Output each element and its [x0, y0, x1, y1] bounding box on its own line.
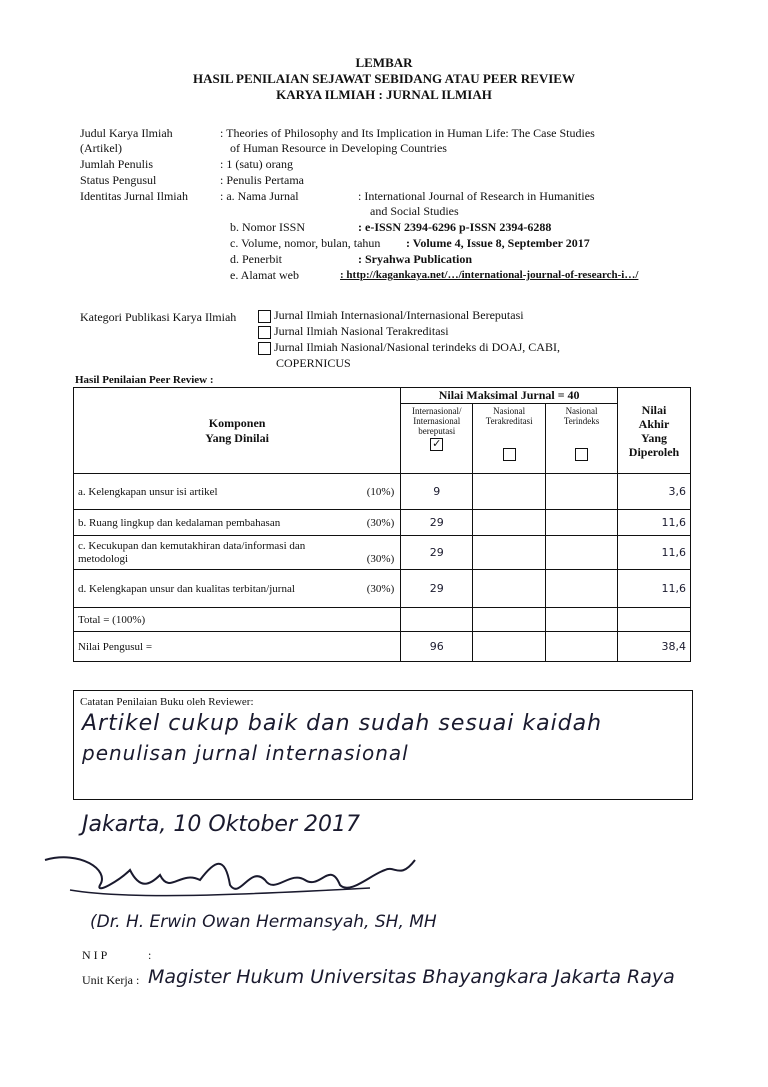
volume-label: c. Volume, nomor, bulan, tahun: [230, 236, 381, 250]
status-label: Status Pengusul: [80, 173, 157, 187]
table-row: [74, 510, 691, 536]
table-row: [74, 608, 691, 632]
table-row: [74, 570, 691, 608]
checkbox-col-internasional[interactable]: ✓: [432, 438, 442, 450]
judul-label: Judul Karya Ilmiah: [80, 126, 173, 140]
nama-jurnal-value-2: and Social Studies: [370, 204, 459, 218]
notes-line-2: penulisan jurnal internasional: [82, 741, 409, 765]
pengusul-score: 96: [401, 632, 473, 662]
unit-label: Unit Kerja :: [82, 973, 140, 987]
penerbit-label: d. Penerbit: [230, 252, 282, 266]
checkbox-nasional-terindeks[interactable]: [258, 342, 271, 355]
jumlah-value: : 1 (satu) orang: [220, 157, 293, 171]
signer-name: (Dr. H. Erwin Owan Hermansyah, SH, MH: [90, 912, 437, 932]
kategori-opt3-1: Jurnal Ilmiah Nasional/Nasional terindeks di DOAJ, CABI,: [274, 340, 560, 354]
penerbit-value: : Sryahwa Publication: [358, 252, 473, 266]
row-b-final: 11,6: [618, 510, 691, 536]
identitas-label: Identitas Jurnal Ilmiah: [80, 189, 188, 203]
row-a-final: 3,6: [618, 474, 691, 510]
komponen-header: Komponen Yang Dinilai: [74, 388, 401, 474]
status-value: : Penulis Pertama: [220, 173, 304, 187]
kategori-label: Kategori Publikasi Karya Ilmiah: [80, 310, 237, 324]
checkbox-col-terindeks[interactable]: [575, 448, 588, 461]
nilai-max-header: Nilai Maksimal Jurnal = 40: [401, 388, 618, 404]
review-heading: Hasil Penilaian Peer Review :: [75, 374, 214, 386]
issn-label: b. Nomor ISSN: [230, 220, 306, 234]
row-a-score: 9: [401, 474, 473, 510]
unit-value: Magister Hukum Universitas Bhayangkara Jakarta Raya: [148, 966, 675, 988]
notes-box: [73, 690, 693, 800]
col-internasional: Internasional/ Internasional bereputasi ✓: [401, 404, 473, 474]
notes-label: Catatan Penilaian Buku oleh Reviewer:: [80, 696, 254, 708]
signature-date: Jakarta, 10 Oktober 2017: [82, 812, 360, 837]
checkbox-internasional[interactable]: [258, 310, 271, 323]
nip-value: :: [148, 948, 152, 962]
col-terindeks: Nasional Terindeks: [546, 404, 618, 474]
pengusul-label: Nilai Pengusul =: [74, 632, 401, 662]
table-row: [74, 536, 691, 570]
review-table: [73, 387, 691, 662]
signature-image: [40, 840, 440, 910]
pengusul-final: 38,4: [618, 632, 691, 662]
judul-value-2: of Human Resource in Developing Countries: [230, 141, 447, 155]
web-label: e. Alamat web: [230, 268, 299, 282]
row-b-label: b. Ruang lingkup dan kedalaman pembahasan (30%): [74, 510, 401, 536]
row-c-label: c. Kecukupan dan kemutakhiran data/informasi dan metodologi (30%): [74, 536, 401, 570]
nama-jurnal-label: : a. Nama Jurnal: [220, 189, 299, 203]
kategori-opt2: Jurnal Ilmiah Nasional Terakreditasi: [274, 324, 449, 338]
doc-title-1: LEMBAR: [355, 55, 413, 70]
row-a-label: a. Kelengkapan unsur isi artikel (10%): [74, 474, 401, 510]
web-value[interactable]: : http://kagankaya.net/…/international-journal-of-research-i…/: [340, 269, 639, 281]
table-row: [74, 474, 691, 510]
issn-value: : e-ISSN 2394-6296 p-ISSN 2394-6288: [358, 220, 552, 234]
judul-value-1: : Theories of Philosophy and Its Implication in Human Life: The Case Studies: [220, 126, 595, 140]
nama-jurnal-value-1: : International Journal of Research in Humanities: [358, 189, 595, 203]
checkbox-col-nasional[interactable]: [503, 448, 516, 461]
row-c-final: 11,6: [618, 536, 691, 570]
doc-title-3: KARYA ILMIAH : JURNAL ILMIAH: [276, 87, 492, 102]
row-d-score: 29: [401, 570, 473, 608]
total-label: Total = (100%): [74, 608, 401, 632]
doc-title-2: HASIL PENILAIAN SEJAWAT SEBIDANG ATAU PEER REVIEW: [193, 71, 575, 86]
row-c-score: 29: [401, 536, 473, 570]
table-row: [74, 632, 691, 662]
volume-value: : Volume 4, Issue 8, September 2017: [406, 236, 590, 250]
notes-line-1: Artikel cukup baik dan sudah sesuai kaidah: [82, 711, 603, 736]
col-nasional: Nasional Terakreditasi: [473, 404, 546, 474]
kategori-opt3-2: COPERNICUS: [276, 356, 351, 370]
nilai-akhir-header: Nilai Akhir Yang Diperoleh: [618, 388, 691, 474]
kategori-opt1: Jurnal Ilmiah Internasional/Internasional Bereputasi: [274, 308, 524, 322]
nip-label: N I P: [82, 948, 108, 962]
row-d-final: 11,6: [618, 570, 691, 608]
row-d-label: d. Kelengkapan unsur dan kualitas terbitan/jurnal (30%): [74, 570, 401, 608]
checkbox-nasional-terakreditasi[interactable]: [258, 326, 271, 339]
jumlah-label: Jumlah Penulis: [80, 157, 154, 171]
row-b-score: 29: [401, 510, 473, 536]
artikel-label: (Artikel): [80, 141, 122, 155]
